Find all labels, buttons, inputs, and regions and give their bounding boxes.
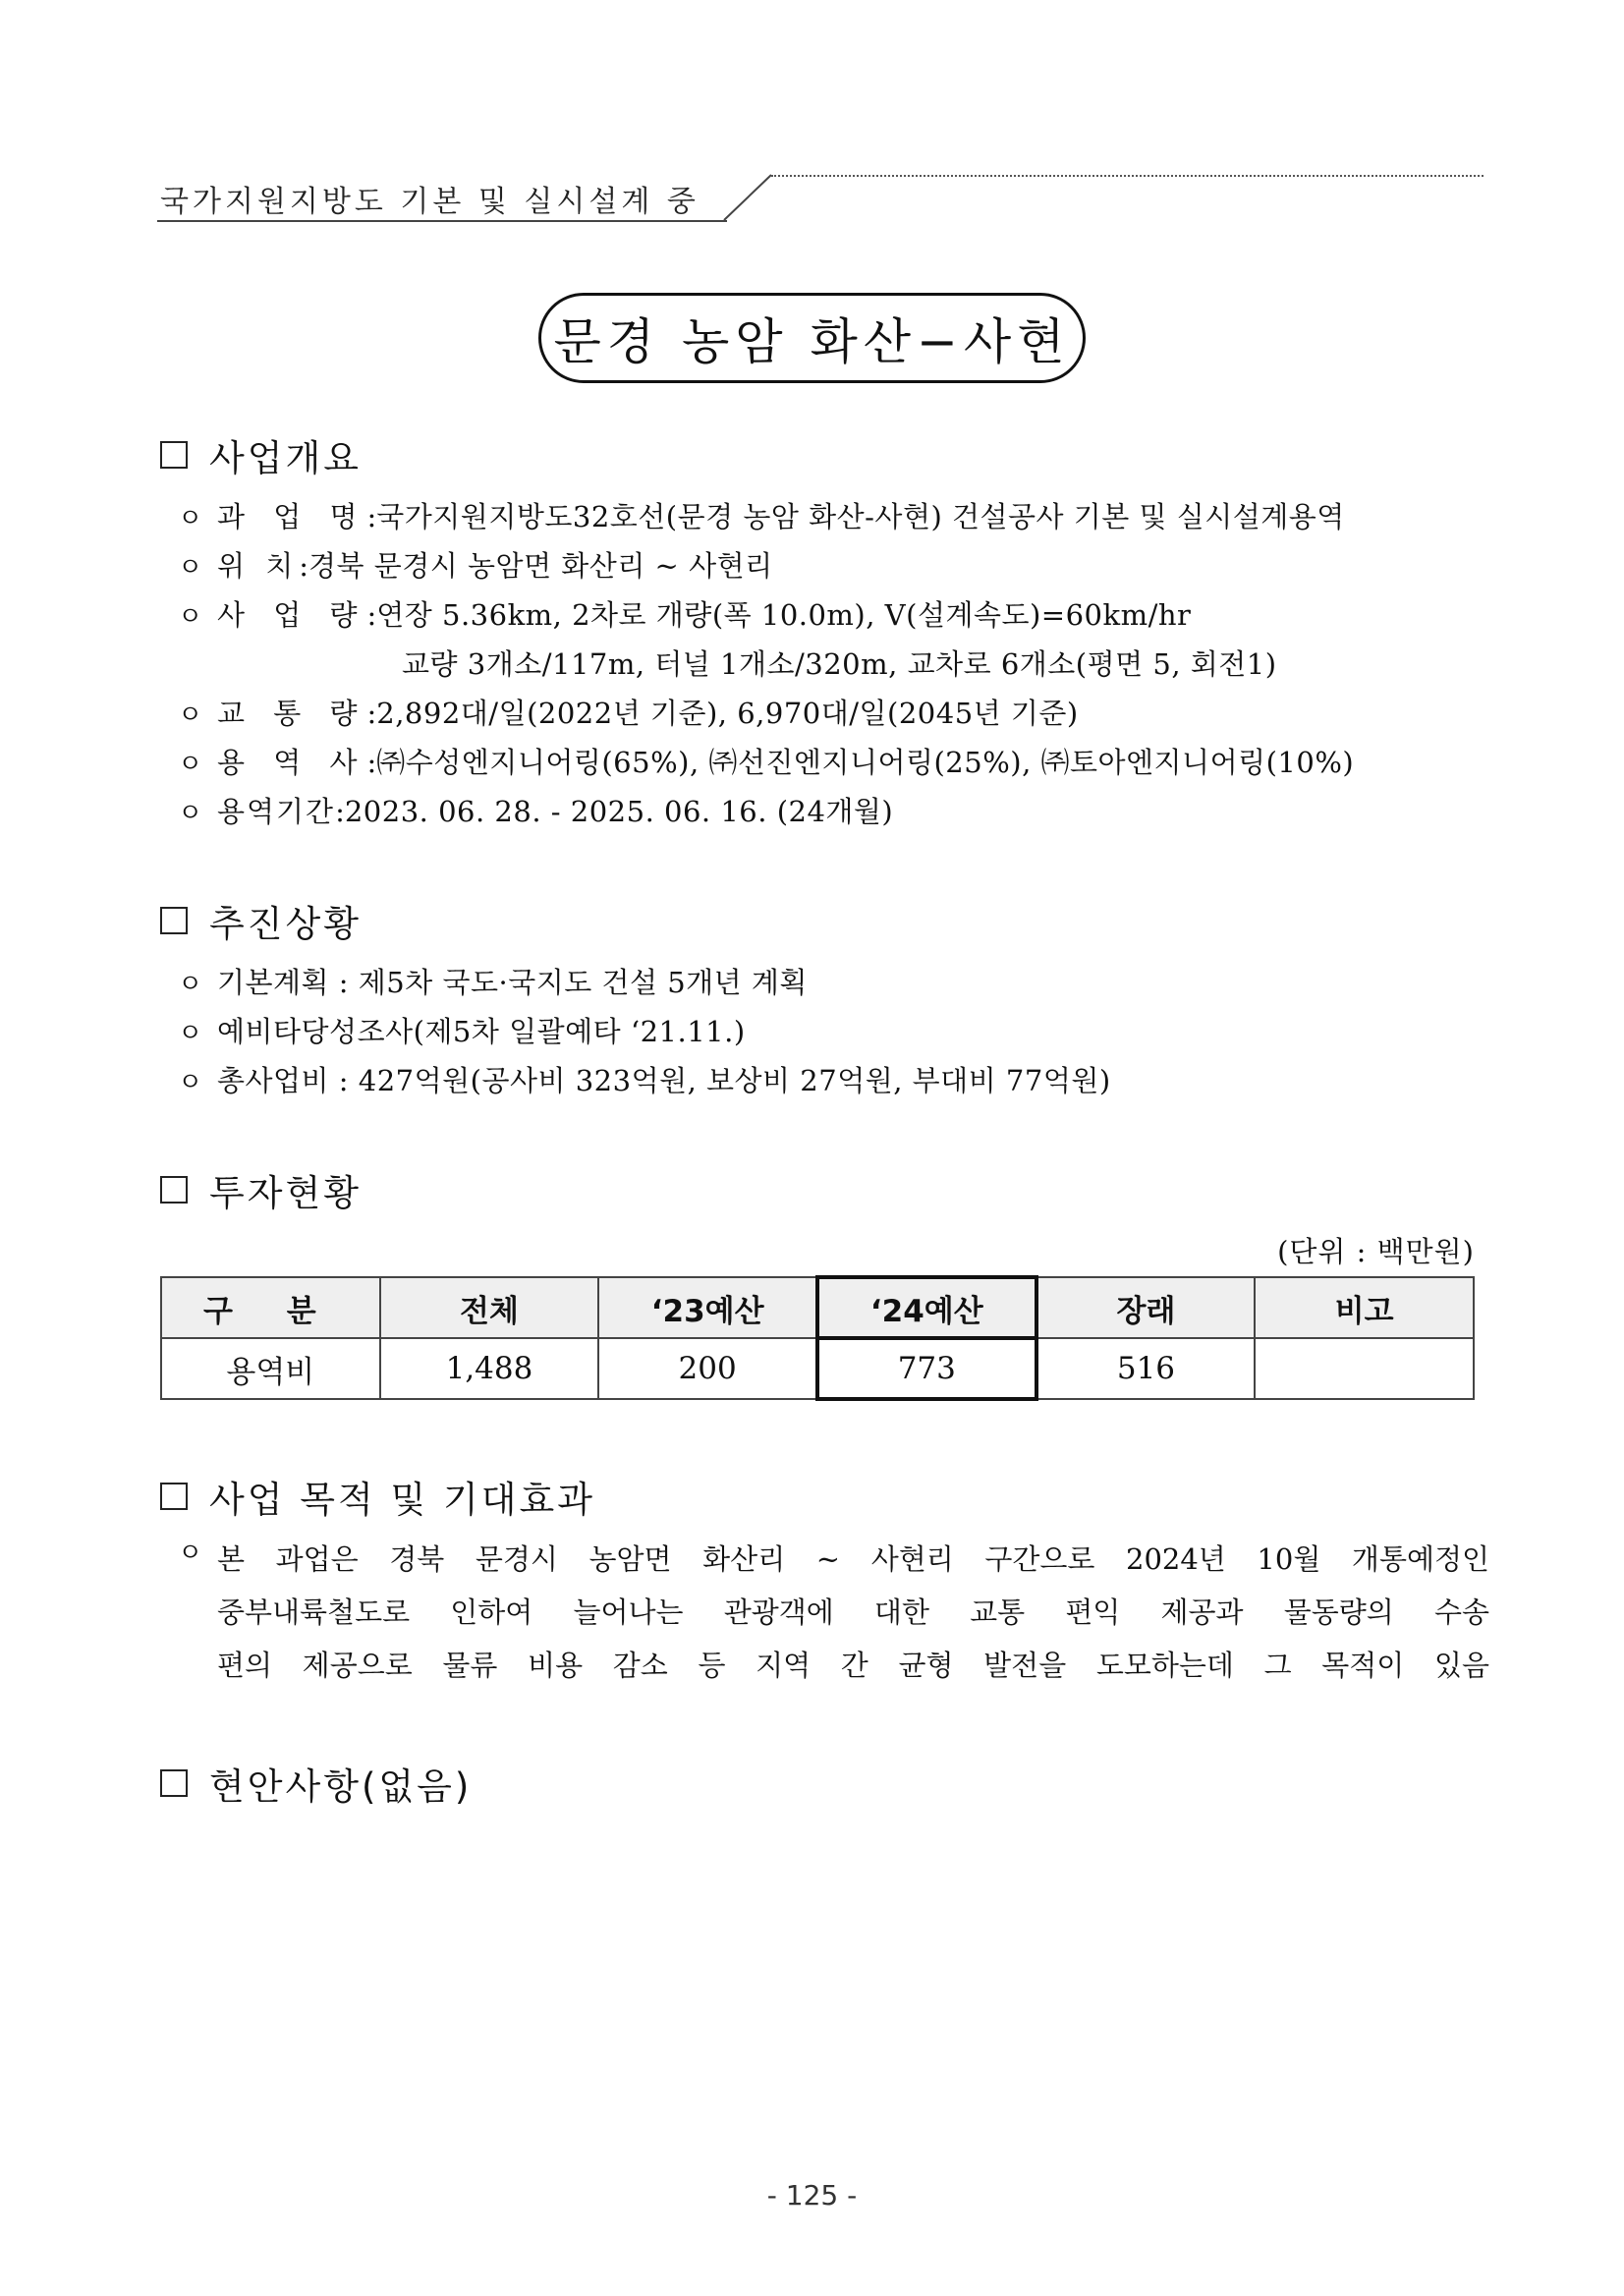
section-title: 사업 목적 및 기대효과 [209, 1479, 595, 1521]
table-header-row [161, 1277, 1474, 1338]
table-cell: 1,488 [380, 1338, 599, 1399]
table-header-cell-highlighted: ‘24예산 [817, 1277, 1036, 1338]
item-label: 과 업 명 [217, 500, 367, 533]
investment-table [160, 1275, 1475, 1401]
item-text: 예비타당성조사(제5차 일괄예타 ‘21.11.) [217, 1015, 746, 1048]
header-divider-slash [722, 173, 775, 222]
list-item [160, 741, 1354, 790]
list-item [160, 961, 1111, 1010]
item-text: 교량 3개소/117m, 터널 1개소/320m, 교차로 6개소(평면 5, 회전1) [402, 647, 1277, 681]
item-separator: : [366, 598, 377, 632]
item-label: 용 역 사 [217, 746, 367, 779]
checkbox-icon [160, 1769, 188, 1797]
checkbox-icon [160, 1483, 188, 1510]
table-header-cell: 전체 [380, 1277, 599, 1338]
item-text: 연장 5.36km, 2차로 개량(폭 10.0m), V(설계속도)=60km/hr [376, 598, 1192, 632]
item-label: 용역기간 [217, 795, 336, 828]
section-investment [160, 1165, 362, 1214]
bullet-icon: ㅇ [178, 750, 203, 779]
checkbox-icon [160, 441, 188, 469]
bullet-icon: ㅇ [178, 602, 203, 632]
table-header-cell: 구 분 [161, 1277, 380, 1338]
bullet-icon: ㅇ [178, 1068, 203, 1097]
item-separator: : [366, 500, 377, 533]
table-row [161, 1338, 1474, 1399]
table-cell: 용역비 [161, 1338, 380, 1399]
section-title: 사업개요 [209, 437, 362, 479]
paragraph-line: 중부내륙철도로 인하여 늘어나는 관광객에 대한 교통 편익 제공과 물동량의 수송 [217, 1596, 1489, 1629]
list-item [160, 544, 1354, 593]
item-separator: : [299, 549, 309, 583]
header-title: 국가지원지방도 기본 및 실시설계 중 [160, 185, 700, 219]
item-separator: : [366, 697, 377, 730]
checkbox-icon [160, 1176, 188, 1204]
item-label: 교 통 량 [217, 697, 367, 730]
bullet-icon: ㅇ [178, 553, 203, 583]
paragraph [160, 1533, 1489, 1692]
paragraph-line: 본 과업은 경북 문경시 농암면 화산리 ~ 사현리 구간으로 2024년 10월 개통예정인 [217, 1542, 1489, 1576]
table-cell-highlighted: 773 [817, 1338, 1036, 1399]
section-purpose [160, 1472, 1489, 1692]
header-underline [157, 220, 727, 222]
item-text: ㈜수성엔지니어링(65%), ㈜선진엔지니어링(25%), ㈜토아엔지니어링(10%) [376, 746, 1355, 779]
item-text: 국가지원지방도32호선(문경 농암 화산-사현) 건설공사 기본 및 실시설계용역 [376, 500, 1345, 533]
page-number: - 125 - [766, 2179, 858, 2212]
item-text: 기본계획 : 제5차 국도·국지도 건설 5개년 계획 [217, 966, 808, 999]
table-header-cell: 비고 [1255, 1277, 1474, 1338]
unit-note: (단위 : 백만원) [1277, 1235, 1475, 1268]
item-label: 위 치 [217, 549, 300, 583]
table-cell [1255, 1338, 1474, 1399]
bullet-icon: ㅇ [178, 1019, 203, 1048]
section-title: 투자현황 [209, 1172, 362, 1214]
section-title: 추진상황 [209, 903, 362, 945]
bullet-icon: ㅇ [178, 700, 203, 730]
list-item [160, 1059, 1111, 1108]
list-item [160, 1010, 1111, 1059]
section-issues [160, 1759, 472, 1808]
paragraph-line: 편의 제공으로 물류 비용 감소 등 지역 간 균형 발전을 도모하는데 그 목적이 있음 [217, 1649, 1489, 1682]
table-cell: 200 [598, 1338, 817, 1399]
list-item [160, 495, 1354, 544]
bullet-icon: ㅇ [178, 1539, 203, 1568]
main-title: 문경 농암 화산−사현 [553, 313, 1071, 370]
table-cell: 516 [1036, 1338, 1256, 1399]
table-header-cell: 장래 [1036, 1277, 1256, 1338]
section-title: 현안사항(없음) [209, 1765, 473, 1808]
item-text: 경북 문경시 농암면 화산리 ~ 사현리 [308, 549, 773, 583]
section-overview [160, 430, 1354, 839]
list-item [160, 593, 1354, 643]
list-item [160, 790, 1354, 839]
list-item [160, 692, 1354, 741]
list-item-continuation [160, 643, 1354, 692]
bullet-icon: ㅇ [178, 504, 203, 533]
main-title-box [538, 293, 1086, 383]
table-header-cell: ‘23예산 [598, 1277, 817, 1338]
section-progress [160, 896, 1111, 1108]
item-separator: : [335, 795, 345, 828]
item-separator: : [366, 746, 377, 779]
bullet-icon: ㅇ [178, 970, 203, 999]
item-label: 사 업 량 [217, 598, 367, 632]
checkbox-icon [160, 907, 188, 934]
item-text: 2,892대/일(2022년 기준), 6,970대/일(2045년 기준) [376, 697, 1079, 730]
item-text: 총사업비 : 427억원(공사비 323억원, 보상비 27억원, 부대비 77억원) [217, 1064, 1111, 1097]
item-text: 2023. 06. 28. - 2025. 06. 16. (24개월) [344, 795, 894, 828]
header-dotted-rule [771, 175, 1484, 177]
bullet-icon: ㅇ [178, 799, 203, 828]
